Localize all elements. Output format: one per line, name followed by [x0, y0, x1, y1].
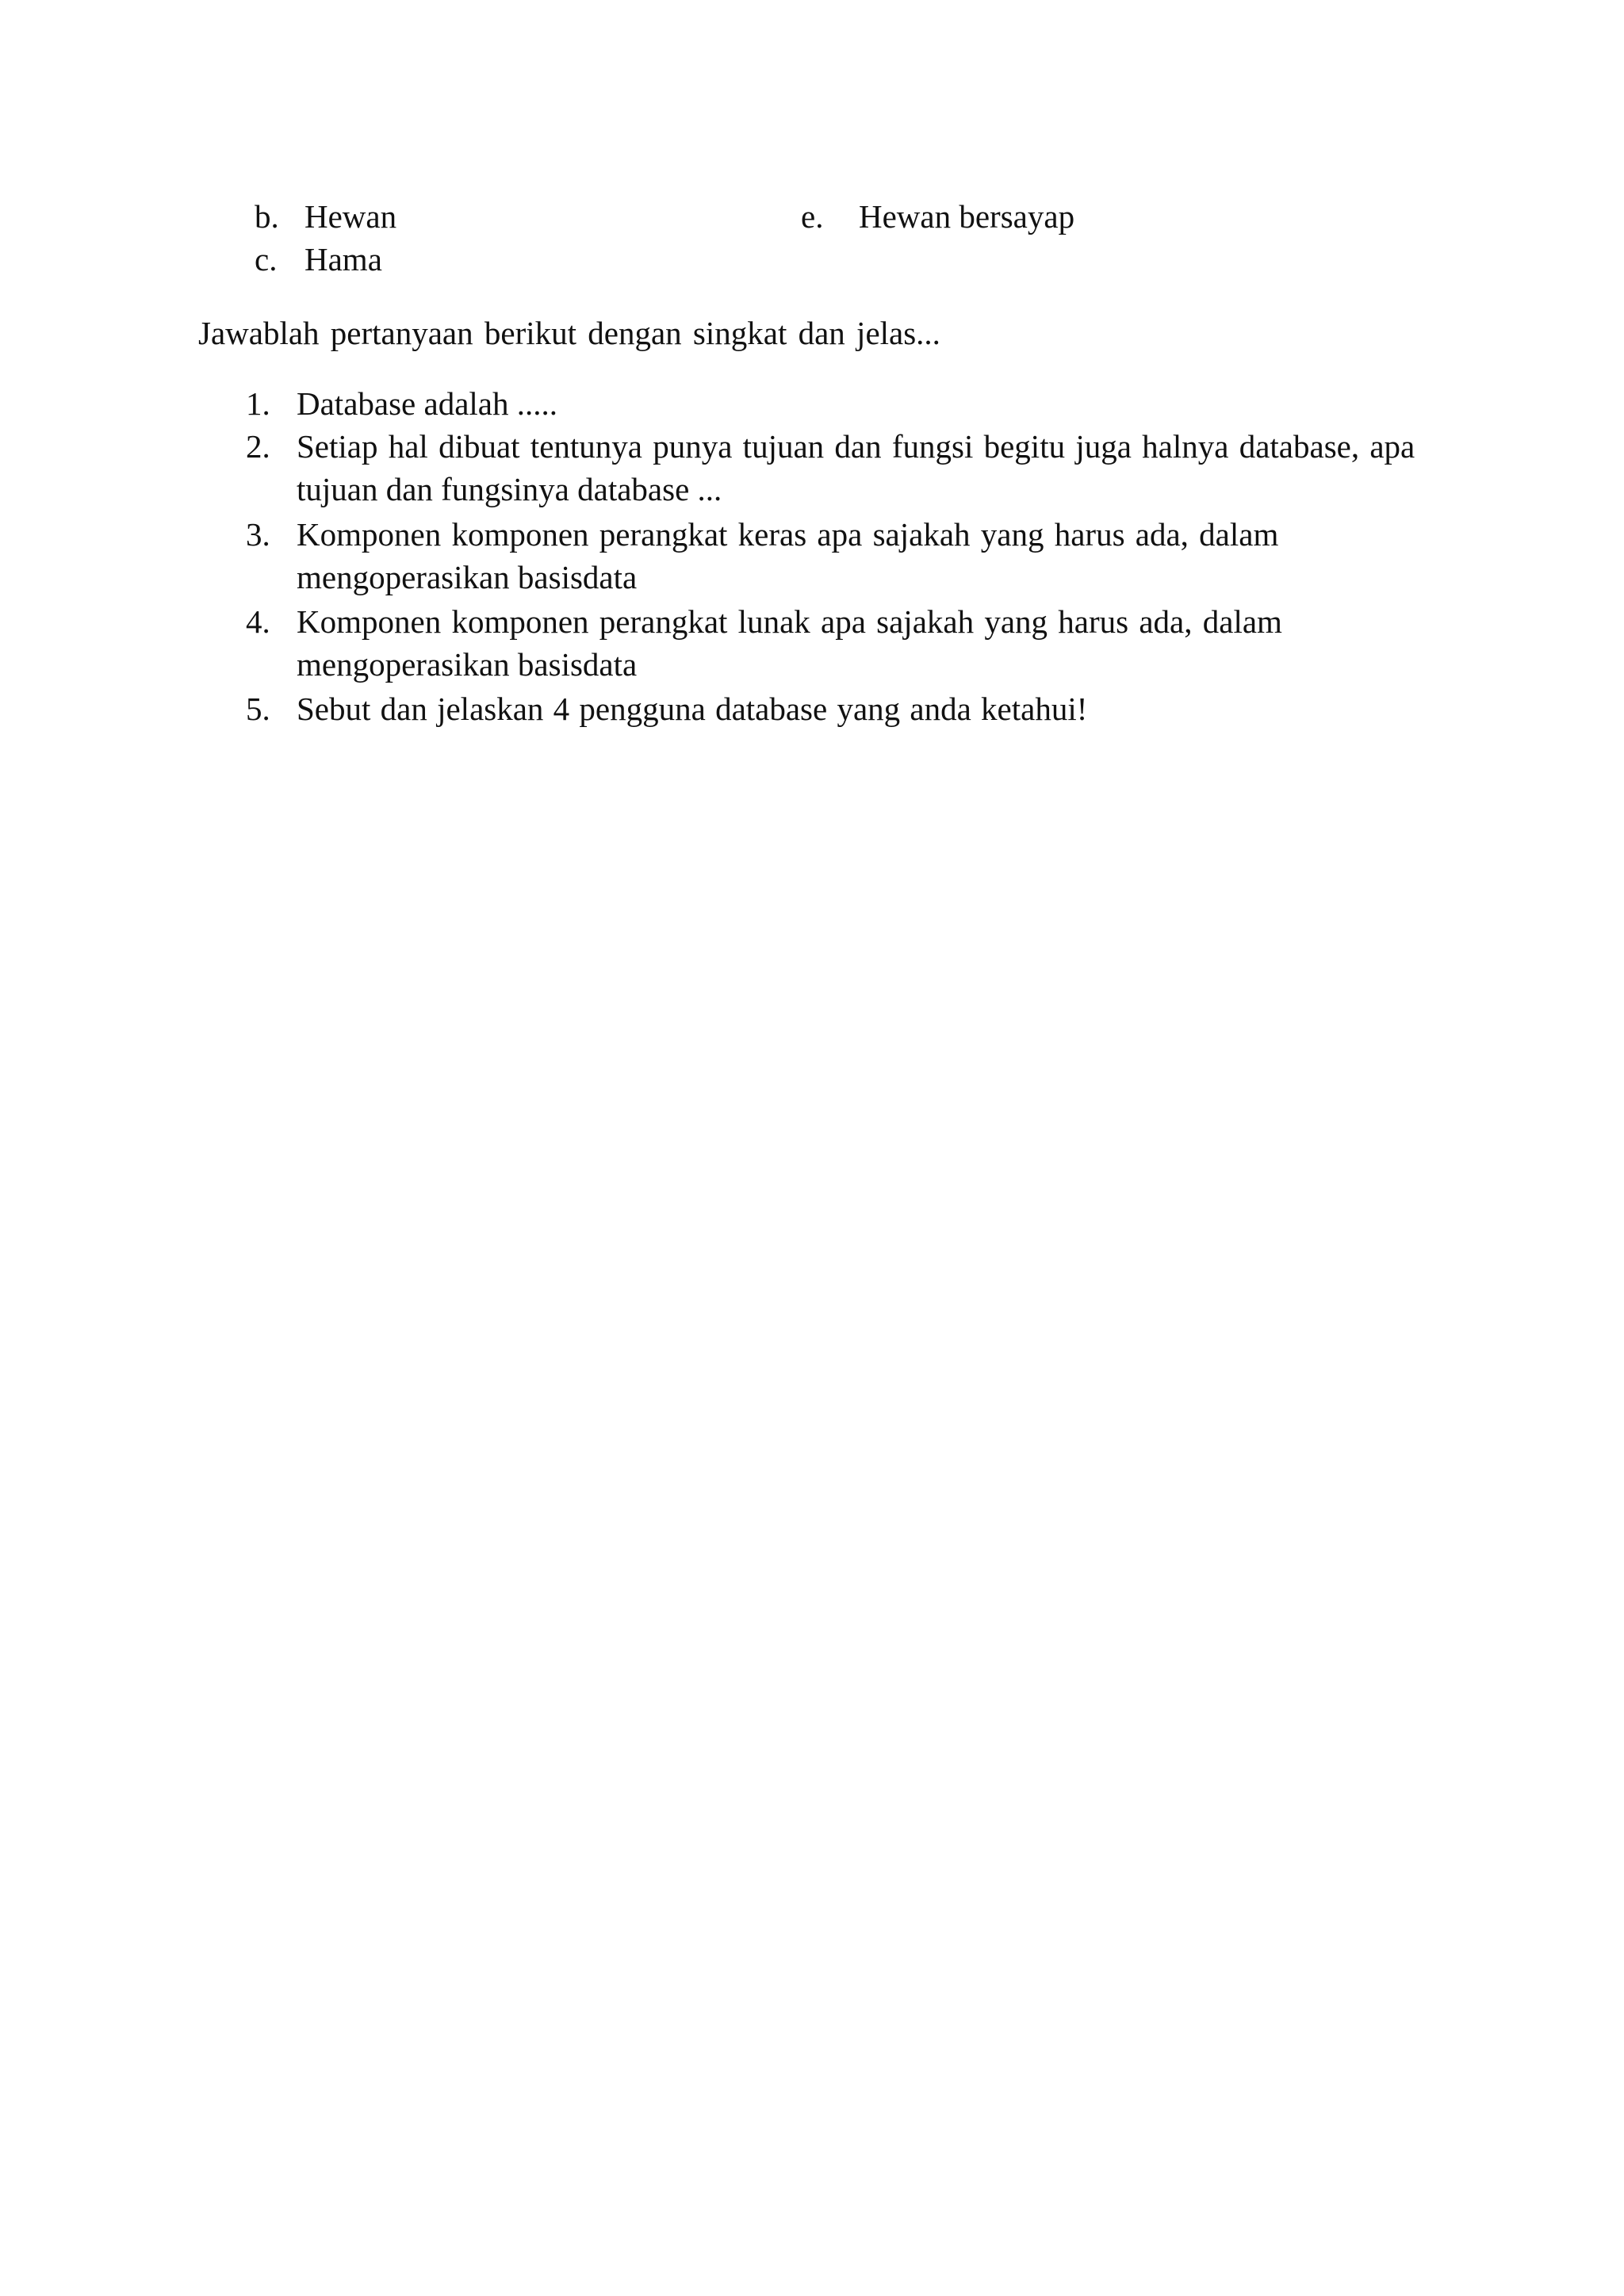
question-number: 5. — [246, 691, 270, 727]
option-c-text: Hama — [304, 241, 382, 277]
question-number: 4. — [246, 603, 270, 640]
option-c-letter: c. — [255, 241, 278, 277]
option-e-letter: e. — [801, 198, 824, 235]
option-b-text: Hewan — [304, 198, 397, 235]
question-line: Setiap hal dibuat tentunya punya tujuan dan fungsi begitu juga halnya database, apa — [297, 428, 1415, 465]
question-number: 1. — [246, 385, 270, 422]
option-e-text: Hewan bersayap — [859, 198, 1075, 235]
question-number: 2. — [246, 428, 270, 465]
question-line: mengoperasikan basisdata — [297, 646, 638, 683]
question-line: Sebut dan jelaskan 4 pengguna database yang anda ketahui! — [297, 691, 1088, 727]
question-line: Database adalah ..... — [297, 385, 557, 422]
question-line: Komponen komponen perangkat lunak apa sajakah yang harus ada, dalam — [297, 603, 1282, 640]
option-b-letter: b. — [255, 198, 279, 235]
question-line: mengoperasikan basisdata — [297, 559, 638, 595]
question-line: Komponen komponen perangkat keras apa sajakah yang harus ada, dalam — [297, 516, 1279, 553]
instruction-text: Jawablah pertanyaan berikut dengan singkat dan jelas... — [198, 315, 940, 351]
question-line: tujuan dan fungsinya database ... — [297, 471, 722, 507]
question-number: 3. — [246, 516, 270, 553]
